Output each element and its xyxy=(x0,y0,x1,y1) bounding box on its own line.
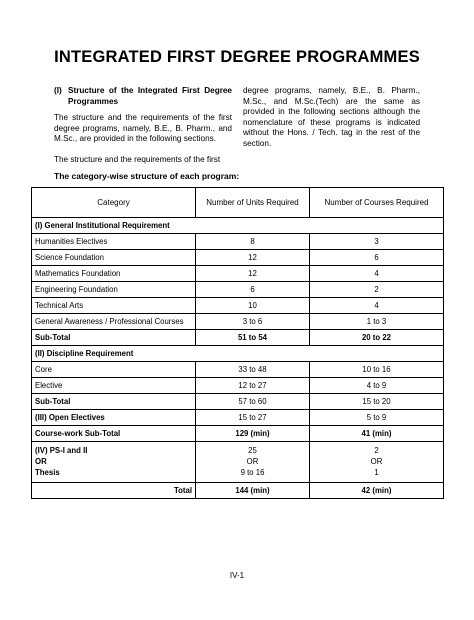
table-row-ps-thesis xyxy=(32,442,444,483)
cell-courses: 3 xyxy=(310,234,444,250)
cell-category-line: OR xyxy=(35,457,47,466)
table-row xyxy=(32,330,444,346)
cell-courses: 41 (min) xyxy=(310,426,444,442)
cell-category: General Awareness / Professional Courses xyxy=(32,314,196,330)
total-units: 144 (min) xyxy=(196,483,310,499)
cell-units-line: 25 xyxy=(248,446,257,455)
cell-courses: 20 to 22 xyxy=(310,330,444,346)
table-total-row xyxy=(32,483,444,499)
cell-courses: 6 xyxy=(310,250,444,266)
header-category: Category xyxy=(32,188,196,218)
header-courses: Number of Courses Required xyxy=(310,188,444,218)
cell-units: 129 (min) xyxy=(196,426,310,442)
cell-courses: 4 to 9 xyxy=(310,378,444,394)
cell-units-line: OR xyxy=(246,457,259,466)
cell-category-line: Thesis xyxy=(35,468,60,477)
section-heading xyxy=(54,86,232,107)
table-row xyxy=(32,234,444,250)
cell-category: Technical Arts xyxy=(32,298,196,314)
cell-units: 15 to 27 xyxy=(196,410,310,426)
cell-courses xyxy=(310,442,444,483)
cell-units: 57 to 60 xyxy=(196,394,310,410)
paragraph-2-start: The structure and the requirements of the first xyxy=(54,154,221,164)
table-section-row xyxy=(32,346,444,362)
table-body xyxy=(32,218,444,499)
cell-category-line: (IV) PS-I and II xyxy=(35,446,88,455)
cell-courses: 15 to 20 xyxy=(310,394,444,410)
cell-category: Mathematics Foundation xyxy=(32,266,196,282)
table-row xyxy=(32,282,444,298)
cell-category: Elective xyxy=(32,378,196,394)
cell-category xyxy=(32,442,196,483)
cell-units: 51 to 54 xyxy=(196,330,310,346)
cell-units-line: 9 to 16 xyxy=(240,468,265,477)
cell-category: Sub-Total xyxy=(32,394,196,410)
cell-courses: 1 to 3 xyxy=(310,314,444,330)
structure-table xyxy=(31,187,444,499)
table-row xyxy=(32,362,444,378)
cell-category: Core xyxy=(32,362,196,378)
right-column xyxy=(243,86,420,150)
cell-courses: 5 to 9 xyxy=(310,410,444,426)
cell-category: Humanities Electives xyxy=(32,234,196,250)
paragraph-2-continued: degree programs, namely, B.E., B. Pharm., M.Sc., and M.Sc.(Tech) are the same as provided in the following sections although the nomenclature of these programs is indicated without the Hons. / Tech. tag in the rest of the section. xyxy=(243,86,420,148)
header-units: Number of Units Required xyxy=(196,188,310,218)
cell-category: Science Foundation xyxy=(32,250,196,266)
cell-courses-line: OR xyxy=(370,457,383,466)
cell-courses-line: 1 xyxy=(374,468,379,477)
cell-units: 3 to 6 xyxy=(196,314,310,330)
left-column xyxy=(54,86,232,166)
table-row xyxy=(32,250,444,266)
cell-category: Course-work Sub-Total xyxy=(32,426,196,442)
cell-units xyxy=(196,442,310,483)
table-row xyxy=(32,394,444,410)
page-title: INTEGRATED FIRST DEGREE PROGRAMMES xyxy=(54,48,420,66)
section-label: (I) General Institutional Requirement xyxy=(32,218,444,234)
section-heading-text: Structure of the Integrated First Degree Programmes xyxy=(68,86,232,106)
total-label: Total xyxy=(32,483,196,499)
cell-units: 33 to 48 xyxy=(196,362,310,378)
page-number: IV-1 xyxy=(229,571,245,580)
cell-courses: 10 to 16 xyxy=(310,362,444,378)
table-header-row xyxy=(32,188,444,218)
total-courses: 42 (min) xyxy=(310,483,444,499)
table-row xyxy=(32,314,444,330)
cell-courses: 4 xyxy=(310,298,444,314)
cell-courses: 2 xyxy=(310,282,444,298)
table-row xyxy=(32,426,444,442)
table-row xyxy=(32,266,444,282)
cell-courses: 4 xyxy=(310,266,444,282)
table-row xyxy=(32,410,444,426)
section-label: (II) Discipline Requirement xyxy=(32,346,444,362)
cell-units: 12 xyxy=(196,250,310,266)
cell-units: 10 xyxy=(196,298,310,314)
cell-category: Engineering Foundation xyxy=(32,282,196,298)
table-intro: The category-wise structure of each program: xyxy=(54,171,240,181)
cell-category: (III) Open Electives xyxy=(32,410,196,426)
table-row xyxy=(32,298,444,314)
cell-units: 8 xyxy=(196,234,310,250)
cell-units: 12 xyxy=(196,266,310,282)
cell-units: 12 to 27 xyxy=(196,378,310,394)
cell-units: 6 xyxy=(196,282,310,298)
table-section-row xyxy=(32,218,444,234)
table-row xyxy=(32,378,444,394)
section-number: (I) xyxy=(54,86,62,95)
cell-courses-line: 2 xyxy=(374,446,379,455)
cell-category: Sub-Total xyxy=(32,330,196,346)
paragraph-1: The structure and the requirements of the first degree programs, namely, B.E., B. Pharm., and M.Sc., are provided in the following sections. xyxy=(54,113,232,144)
